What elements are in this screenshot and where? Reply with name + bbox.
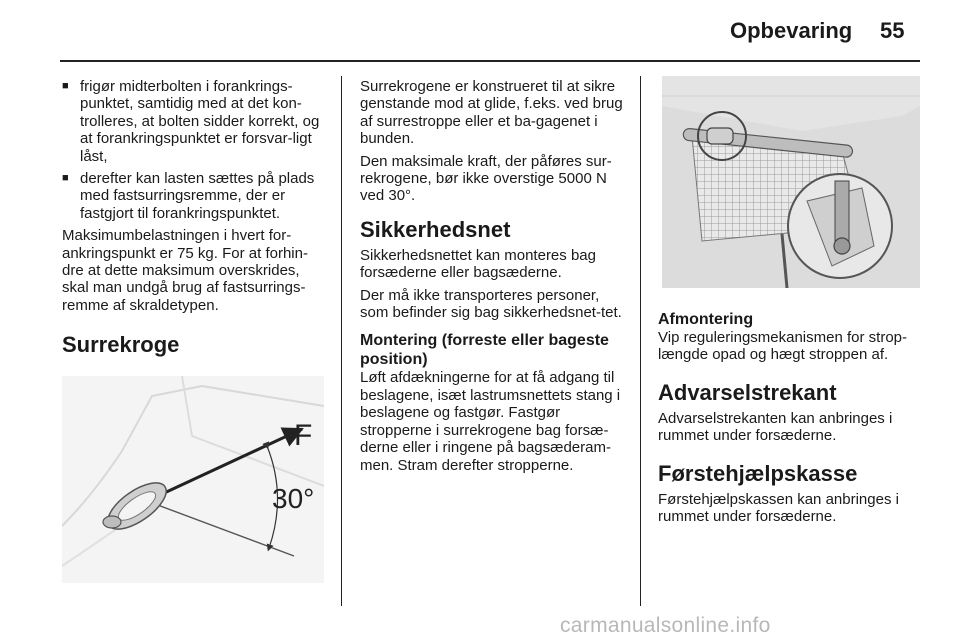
angle-label: 30° xyxy=(272,483,315,514)
bullet-item: ■ derefter kan lasten sættes på plads med fastsurringsremme, der er fastgjort til forankringspunktet. xyxy=(62,170,327,222)
tie-down-hook-figure xyxy=(62,376,324,583)
section-heading-sikkerhedsnet: Sikkerhedsnet xyxy=(360,216,511,242)
paragraph: Løft afdækningerne for at få adgang til beslagene, isæt lastrumsnettets stang i beslagene og fastgør. Fastgør stropperne i surrekrogene bag forsæ-derne eller i ringene på bagsæderam-men. Stram derefter stropperne. xyxy=(360,369,621,474)
paragraph: Vip reguleringsmekanismen for strop-længde opad og hægt stroppen af. xyxy=(658,329,908,364)
column-1 xyxy=(62,78,327,358)
section-heading-surrekroge: Surrekroge xyxy=(62,332,180,358)
column-2 xyxy=(360,78,625,479)
paragraph: Maksimumbelastningen i hvert for-ankringspunkt er 75 kg. For at forhin-dre at dette maksimum overskrides, skal man undgå brug af fastsurrings-remme af skraldetypen. xyxy=(62,227,308,314)
subheading-montering: Montering (forreste eller bageste position) xyxy=(360,332,609,369)
column-3 xyxy=(658,310,928,530)
column-divider xyxy=(640,76,641,606)
paragraph: Surrekrogene er konstrueret til at sikre genstande mod at glide, f.eks. ved brug af surrestroppe eller et ba-gagenet i bunden. xyxy=(360,78,623,148)
section-heading-foerstehjaelpskasse: Førstehjælpskasse xyxy=(658,460,858,486)
force-label: F xyxy=(294,419,313,452)
column-divider xyxy=(341,76,342,606)
page-title: Opbevaring xyxy=(730,18,853,43)
watermark: carmanualsonline.info xyxy=(560,614,771,637)
subheading-afmontering: Afmontering xyxy=(658,311,754,328)
paragraph: Der må ikke transporteres personer, som befinder sig bag sikkerhedsnet-tet. xyxy=(360,286,622,322)
safety-net-figure xyxy=(662,76,920,288)
paragraph: Den maksimale kraft, der påføres sur-rekrogene, bør ikke overstige 5000 N ved 30°. xyxy=(360,152,612,205)
paragraph: Sikkerhedsnettet kan monteres bag forsæderne eller bagsæderne. xyxy=(360,246,596,282)
paragraph: Førstehjælpskassen kan anbringes i rummet under forsæderne. xyxy=(658,490,899,526)
header-divider xyxy=(60,60,920,62)
page-number: 55 xyxy=(880,18,905,43)
paragraph: Advarselstrekanten kan anbringes i rummet under forsæderne. xyxy=(658,409,893,445)
bullet-item: ■ frigør midterbolten i forankrings-punktet, samtidig med at det kon-trolleres, at bolten sidder korrekt, og at forankringspunktet er forsvar-ligt låst, xyxy=(62,78,327,165)
section-heading-advarselstrekant: Advarselstrekant xyxy=(658,379,837,405)
